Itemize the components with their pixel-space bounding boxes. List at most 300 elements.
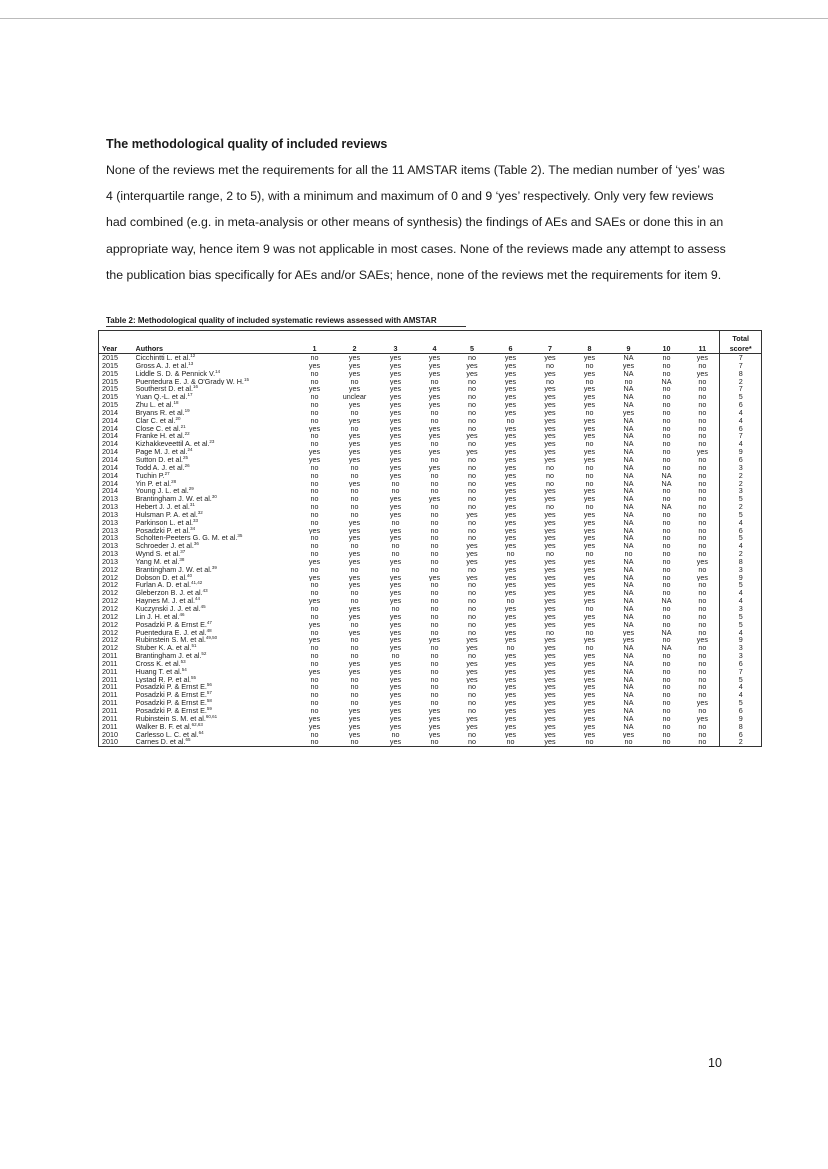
item-10-cell: no: [662, 612, 671, 621]
item-3-cell: yes: [389, 510, 402, 519]
item-1-cell: no: [310, 699, 319, 707]
item-9-cell: NA: [623, 479, 634, 488]
item-2-cell: no: [350, 503, 359, 511]
item-1-cell: no: [310, 628, 319, 637]
item-8-cell: no: [585, 463, 594, 472]
item-11-cell: no: [698, 620, 707, 629]
item-4-cell: no: [430, 542, 439, 551]
table-row: [99, 385, 762, 393]
item-9-cell: NA: [623, 495, 634, 504]
item-11-cell: no: [698, 667, 707, 676]
reference-number: 44: [195, 597, 201, 602]
total-score-cell: 9: [720, 636, 762, 644]
total-score-cell: 4: [720, 542, 762, 550]
table-row: [99, 629, 762, 637]
item-9-cell: NA: [623, 353, 634, 362]
item-10-cell: no: [662, 699, 671, 707]
author-cell: [136, 558, 296, 566]
year-cell: 2012: [102, 597, 118, 605]
item-4-cell: yes: [428, 495, 441, 504]
item-7-cell: no: [546, 377, 554, 386]
item-5-cell: no: [468, 589, 476, 598]
item-6-cell: yes: [504, 714, 517, 723]
total-score-cell: 4: [720, 589, 762, 597]
item-3-cell: yes: [389, 416, 402, 425]
item-8-cell: yes: [583, 487, 596, 496]
item-4-cell: no: [430, 581, 439, 590]
table-row: [99, 480, 762, 488]
item-4-cell: no: [430, 408, 439, 417]
item-2-cell: no: [350, 675, 359, 684]
item-4-cell: no: [430, 550, 439, 558]
year-cell: 2010: [102, 738, 118, 747]
table-row: [99, 668, 762, 676]
item-9-cell: NA: [623, 463, 634, 472]
year-cell: 2011: [102, 652, 118, 660]
item-3-cell: yes: [389, 455, 402, 464]
item-10-cell: no: [662, 659, 671, 668]
item-4-cell: yes: [428, 463, 441, 472]
table-row: [99, 448, 762, 456]
item-5-cell: yes: [466, 722, 478, 731]
item-8-cell: no: [585, 605, 594, 613]
item-11-cell: no: [698, 471, 707, 480]
reference-number: 58: [206, 699, 212, 704]
author-cell: [136, 354, 296, 362]
item-7-cell: no: [546, 471, 554, 480]
item-2-cell: yes: [348, 722, 361, 731]
item-6-cell: yes: [504, 448, 517, 456]
year-cell: 2012: [102, 605, 118, 613]
author-cell: [136, 534, 296, 542]
total-score-cell: 8: [720, 370, 762, 378]
item-8-cell: yes: [583, 432, 596, 441]
item-5-cell: no: [468, 424, 476, 433]
item-4-cell: yes: [428, 706, 441, 715]
item-11-cell: no: [698, 738, 707, 747]
item-2-cell: yes: [348, 730, 361, 739]
author-cell: [136, 683, 296, 691]
item-3-cell: yes: [389, 636, 402, 645]
author-cell: [136, 472, 296, 480]
item-5-cell: yes: [466, 573, 478, 582]
item-2-cell: yes: [348, 557, 361, 566]
year-cell: 2013: [102, 550, 118, 558]
item-10-cell: no: [662, 353, 671, 362]
table-header-row: [99, 343, 762, 354]
table-row: [99, 605, 762, 613]
author-name: Huang T. et al.: [135, 667, 182, 676]
item-4-cell: yes: [428, 393, 441, 402]
item-11-cell: no: [698, 628, 707, 637]
item-8-cell: no: [585, 628, 594, 637]
item-8-cell: yes: [583, 416, 596, 425]
item-9-cell: NA: [623, 432, 634, 441]
author-name: Hulsman P. A. et al.: [135, 510, 198, 519]
author-name: Yang M. et al.: [135, 557, 180, 566]
item-5-cell: no: [468, 440, 476, 449]
item-1-cell: no: [310, 691, 319, 700]
item-5-cell: yes: [466, 557, 478, 566]
item-9-cell: NA: [623, 722, 634, 731]
item-5-cell: no: [468, 487, 476, 496]
item-3-cell: yes: [389, 440, 402, 449]
reference-number: 52: [201, 652, 207, 657]
reference-number: 32: [197, 510, 203, 515]
item-10-cell: no: [662, 487, 671, 496]
item-4-cell: no: [430, 659, 439, 668]
total-score-cell: 6: [720, 527, 762, 535]
item-2-cell: yes: [348, 448, 361, 456]
table-row: [99, 581, 762, 589]
item-9-cell: NA: [623, 573, 634, 582]
table-caption: Table 2: Methodological quality of included systematic reviews assessed with AMSTAR: [106, 316, 466, 327]
item-2-cell: yes: [348, 573, 361, 582]
author-name: Gross A. J. et al.: [135, 361, 189, 370]
total-score-cell: 9: [720, 448, 762, 456]
item-5-cell: no: [468, 612, 476, 621]
year-cell: 2013: [102, 557, 118, 566]
reference-number: 26: [184, 463, 190, 468]
item-2-cell: no: [350, 691, 359, 700]
item-6-cell: yes: [504, 361, 517, 370]
item-9-cell: NA: [623, 534, 634, 543]
author-cell: [136, 527, 296, 535]
table-row: [99, 542, 762, 550]
item-10-cell: no: [662, 542, 671, 551]
table-row: [99, 558, 762, 566]
item-7-cell: yes: [544, 636, 556, 645]
total-score-cell: 4: [720, 417, 762, 425]
table-row: [99, 707, 762, 715]
table-row: [99, 723, 762, 731]
item-4-cell: no: [430, 628, 439, 637]
item-1-cell: yes: [308, 636, 321, 645]
total-score-cell: 6: [720, 425, 762, 433]
item-2-cell: yes: [348, 479, 361, 488]
item-2-cell: yes: [348, 534, 361, 543]
year-cell: 2010: [102, 730, 118, 739]
body-paragraph: None of the reviews met the requirements for all the 11 AMSTAR items (Table 2). The median number of ‘yes’ was 4 (interquartile range, 2 to 5), with a minimum and maximum of 0 and 9 ‘yes’ respectively. Only very few reviews had combined (e.g. in meta-analysis or other means of synthesis) the findings of AEs and SAEs or done this in an appropriate way, hence item 9 was not applicable in most cases. None of the reviews made any attempt to assess the publication bias specifically for AEs and/or SAEs; hence, none of the reviews met the requirements for item 9.: [106, 163, 726, 282]
item-6-cell: yes: [504, 636, 517, 645]
item-8-cell: yes: [583, 573, 596, 582]
reference-number: 19: [184, 408, 190, 413]
item-8-cell: yes: [583, 510, 596, 519]
author-cell: [136, 644, 296, 652]
item-5-cell: yes: [466, 636, 478, 645]
item-5-cell: no: [468, 597, 476, 605]
table-row: [99, 613, 762, 621]
item-2-cell: yes: [348, 706, 361, 715]
total-score-cell: 5: [720, 699, 762, 707]
item-11-cell: no: [698, 440, 707, 449]
item-3-cell: yes: [389, 408, 402, 417]
item-7-cell: no: [546, 628, 554, 637]
item-2-cell: yes: [348, 550, 361, 558]
author-cell: [136, 731, 296, 739]
item-11-cell: no: [698, 565, 707, 574]
item-1-cell: no: [310, 612, 319, 621]
total-score-cell: 8: [720, 558, 762, 566]
item-9-cell: yes: [622, 636, 635, 645]
reference-number: 34: [190, 526, 196, 531]
item-10-cell: no: [662, 581, 671, 590]
author-cell: [136, 574, 296, 582]
year-cell: 2014: [102, 424, 118, 433]
year-cell: 2011: [102, 675, 118, 684]
item-4-cell: no: [430, 691, 439, 700]
author-name: Todd A. J. et al.: [135, 463, 185, 472]
table-row: [99, 354, 762, 362]
header-item-6: 6: [491, 343, 531, 354]
item-8-cell: no: [585, 738, 594, 747]
year-cell: 2013: [102, 526, 118, 535]
item-4-cell: no: [430, 440, 439, 449]
year-cell: 2015: [102, 385, 118, 394]
item-9-cell: NA: [623, 605, 634, 613]
item-7-cell: yes: [544, 612, 556, 621]
item-9-cell: yes: [622, 408, 635, 417]
item-11-cell: yes: [696, 448, 708, 456]
table-row: [99, 527, 762, 535]
total-score-cell: 4: [720, 629, 762, 637]
item-11-cell: no: [698, 377, 707, 386]
header-total-line1: Total: [720, 331, 762, 344]
item-3-cell: no: [391, 605, 400, 613]
table-row: [99, 472, 762, 480]
item-8-cell: yes: [583, 659, 596, 668]
author-name: Brantingham J. W. et al.: [135, 495, 212, 504]
item-10-cell: NA: [661, 597, 672, 605]
item-2-cell: yes: [348, 605, 361, 613]
item-11-cell: no: [698, 432, 707, 441]
item-8-cell: yes: [583, 385, 596, 394]
item-11-cell: no: [698, 612, 707, 621]
author-cell: [136, 464, 296, 472]
item-10-cell: NA: [661, 479, 672, 488]
item-6-cell: yes: [504, 683, 517, 692]
item-1-cell: no: [310, 730, 319, 739]
item-9-cell: NA: [623, 448, 634, 456]
item-1-cell: no: [310, 683, 319, 692]
total-score-cell: 7: [720, 362, 762, 370]
item-6-cell: yes: [504, 385, 517, 394]
item-8-cell: no: [585, 377, 594, 386]
item-10-cell: NA: [661, 644, 672, 653]
item-10-cell: no: [662, 652, 671, 660]
item-10-cell: no: [662, 738, 671, 747]
item-10-cell: no: [662, 518, 671, 527]
year-cell: 2012: [102, 565, 118, 574]
year-cell: 2015: [102, 353, 118, 362]
item-4-cell: no: [430, 526, 439, 535]
item-8-cell: no: [585, 361, 594, 370]
item-9-cell: NA: [623, 416, 634, 425]
item-9-cell: NA: [623, 699, 634, 707]
item-5-cell: no: [468, 463, 476, 472]
item-3-cell: yes: [389, 581, 402, 590]
item-11-cell: yes: [696, 369, 708, 378]
table-row: [99, 660, 762, 668]
item-11-cell: yes: [696, 699, 708, 707]
item-8-cell: yes: [583, 699, 596, 707]
item-10-cell: no: [662, 605, 671, 613]
item-4-cell: yes: [428, 424, 441, 433]
reference-number: 25: [183, 455, 189, 460]
item-2-cell: yes: [348, 361, 361, 370]
item-6-cell: yes: [504, 557, 517, 566]
author-name: Kizhakkeveettil A. et al.: [135, 440, 210, 449]
item-7-cell: yes: [544, 722, 556, 731]
item-7-cell: yes: [544, 401, 556, 409]
reference-number: 16: [193, 385, 199, 390]
header-item-4: 4: [416, 343, 454, 354]
item-10-cell: no: [662, 683, 671, 692]
item-7-cell: yes: [544, 581, 556, 590]
year-cell: 2015: [102, 393, 118, 402]
table-row: [99, 464, 762, 472]
author-cell: [136, 715, 296, 723]
item-6-cell: yes: [504, 369, 517, 378]
reference-number: 46: [179, 612, 185, 617]
table-row: [99, 393, 762, 401]
reference-number: 60,61: [205, 714, 218, 719]
item-9-cell: NA: [623, 393, 634, 402]
item-4-cell: no: [430, 534, 439, 543]
item-6-cell: yes: [504, 699, 517, 707]
year-cell: 2011: [102, 699, 118, 707]
year-cell: 2012: [102, 636, 118, 645]
page-top-rule: [0, 18, 828, 19]
year-cell: 2012: [102, 573, 118, 582]
item-8-cell: yes: [583, 565, 596, 574]
item-3-cell: yes: [389, 573, 402, 582]
item-1-cell: no: [310, 353, 319, 362]
item-8-cell: yes: [583, 455, 596, 464]
item-9-cell: no: [624, 738, 633, 747]
author-name: Brantingham J. et al.: [135, 652, 202, 660]
item-10-cell: no: [662, 534, 671, 543]
item-11-cell: no: [698, 652, 707, 660]
item-5-cell: no: [468, 699, 476, 707]
author-cell: [136, 362, 296, 370]
item-8-cell: yes: [583, 597, 596, 605]
item-3-cell: no: [391, 518, 400, 527]
item-10-cell: no: [662, 393, 671, 402]
item-5-cell: yes: [466, 659, 478, 668]
author-name: Lystad R. P. et al.: [135, 675, 192, 684]
item-7-cell: yes: [544, 605, 556, 613]
header-spacer: [99, 331, 720, 344]
author-name: Close C. et al.: [135, 424, 181, 433]
total-score-cell: 4: [720, 409, 762, 417]
item-11-cell: no: [698, 605, 707, 613]
item-8-cell: yes: [583, 495, 596, 504]
item-4-cell: no: [430, 597, 439, 605]
total-score-cell: 6: [720, 707, 762, 715]
item-5-cell: no: [468, 706, 476, 715]
item-8-cell: yes: [583, 691, 596, 700]
item-3-cell: yes: [389, 683, 402, 692]
author-cell: [136, 378, 296, 386]
item-3-cell: yes: [389, 503, 402, 511]
item-1-cell: no: [310, 644, 319, 653]
author-name: Young J. L. et al.: [135, 487, 189, 496]
amstar-table: [98, 330, 762, 747]
item-8-cell: yes: [583, 612, 596, 621]
author-name: Bryans R. et al.: [135, 408, 185, 417]
year-cell: 2012: [102, 612, 118, 621]
author-name: Dobson D. et al.: [135, 573, 188, 582]
reference-number: 51: [191, 644, 197, 649]
item-11-cell: no: [698, 581, 707, 590]
item-1-cell: yes: [308, 557, 321, 566]
item-7-cell: yes: [544, 353, 556, 362]
item-1-cell: yes: [308, 455, 321, 464]
item-6-cell: yes: [504, 401, 517, 409]
item-5-cell: no: [468, 353, 476, 362]
item-8-cell: yes: [583, 518, 596, 527]
item-7-cell: yes: [544, 652, 556, 660]
item-2-cell: yes: [348, 714, 361, 723]
item-3-cell: yes: [389, 361, 402, 370]
item-2-cell: no: [350, 738, 359, 747]
item-4-cell: no: [430, 503, 439, 511]
total-score-cell: 9: [720, 574, 762, 582]
item-10-cell: no: [662, 455, 671, 464]
item-3-cell: yes: [389, 699, 402, 707]
item-1-cell: no: [310, 487, 319, 496]
item-4-cell: yes: [428, 361, 441, 370]
item-11-cell: yes: [696, 573, 708, 582]
author-name: Posadzki P. & Ernst E.: [135, 620, 207, 629]
table-row: [99, 409, 762, 417]
item-9-cell: NA: [623, 526, 634, 535]
item-7-cell: yes: [544, 589, 556, 598]
item-3-cell: yes: [389, 706, 402, 715]
author-name: Lin J. H. et al.: [135, 612, 180, 621]
reference-number: 17: [187, 393, 193, 398]
author-cell: [136, 652, 296, 660]
item-4-cell: no: [430, 699, 439, 707]
item-3-cell: yes: [389, 401, 402, 409]
table-row: [99, 378, 762, 386]
item-1-cell: no: [310, 565, 319, 574]
item-6-cell: yes: [504, 377, 517, 386]
item-9-cell: NA: [623, 667, 634, 676]
author-cell: [136, 503, 296, 511]
author-cell: [136, 707, 296, 715]
item-11-cell: yes: [696, 557, 708, 566]
reference-number: 30: [211, 495, 217, 500]
item-2-cell: no: [350, 510, 359, 519]
item-1-cell: no: [310, 393, 319, 402]
item-5-cell: no: [468, 455, 476, 464]
reference-number: 65: [185, 738, 191, 743]
item-1-cell: no: [310, 401, 319, 409]
item-4-cell: no: [430, 612, 439, 621]
author-name: Posadzki P. et al.: [135, 526, 191, 535]
year-cell: 2014: [102, 416, 118, 425]
item-2-cell: no: [350, 644, 359, 653]
author-name: Puentedura E. J. & O'Grady W. H.: [135, 377, 244, 386]
reference-number: 31: [189, 503, 195, 508]
item-7-cell: yes: [544, 424, 556, 433]
item-9-cell: NA: [623, 518, 634, 527]
item-11-cell: no: [698, 691, 707, 700]
header-authors: Authors: [136, 343, 296, 354]
item-6-cell: yes: [504, 463, 517, 472]
